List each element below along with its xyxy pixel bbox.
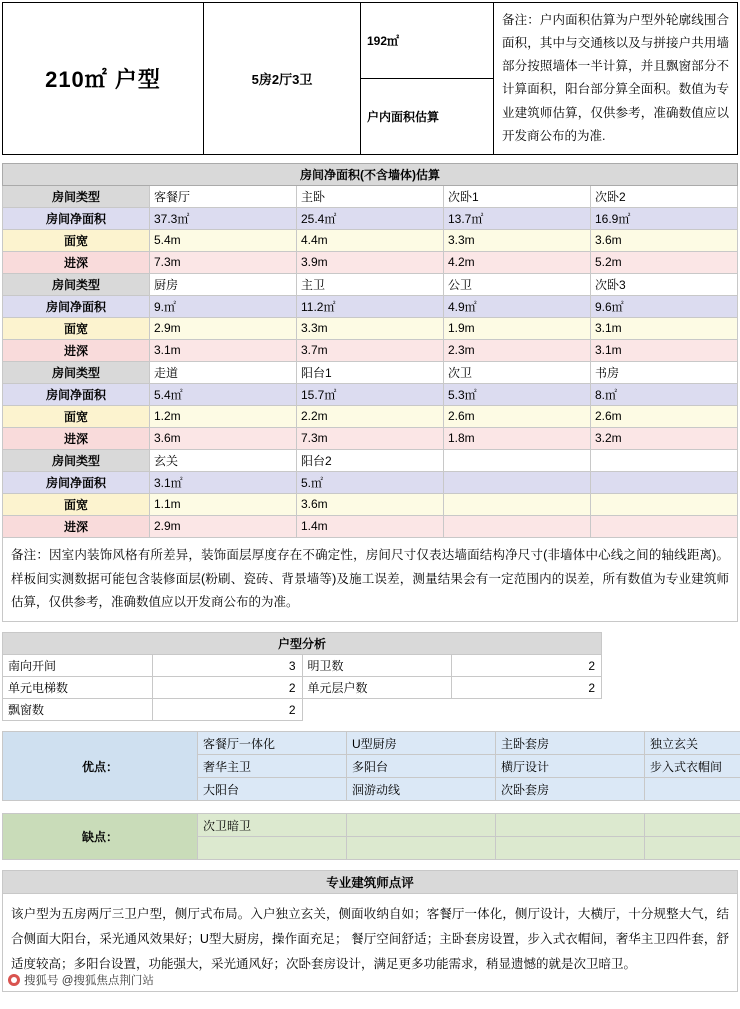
row-label-type: 房间类型 bbox=[3, 273, 150, 295]
table-row bbox=[3, 361, 738, 383]
room-count: 5房2厅3卫 bbox=[204, 3, 361, 155]
room-depth: 3.2m bbox=[591, 427, 738, 449]
room-area: 37.3㎡ bbox=[150, 207, 297, 229]
room-area: 5.㎡ bbox=[297, 471, 444, 493]
room-type: 阳台2 bbox=[297, 449, 444, 471]
room-type: 玄关 bbox=[150, 449, 297, 471]
row-label-area: 房间净面积 bbox=[3, 383, 150, 405]
table-row bbox=[3, 339, 738, 361]
room-area: 9.㎡ bbox=[150, 295, 297, 317]
cons-item bbox=[347, 837, 496, 860]
cons-item bbox=[645, 837, 740, 860]
room-type: 次卧1 bbox=[444, 185, 591, 207]
table-row bbox=[3, 295, 738, 317]
room-type bbox=[591, 449, 738, 471]
net-area-section bbox=[2, 163, 738, 622]
pros-item bbox=[645, 778, 740, 801]
pros-item: 独立玄关 bbox=[645, 732, 740, 755]
table-row bbox=[3, 251, 738, 273]
analysis-key: 明卫数 bbox=[302, 655, 452, 677]
room-depth: 1.8m bbox=[444, 427, 591, 449]
net-area-title: 房间净面积(不含墙体)估算 bbox=[3, 163, 738, 185]
pros-item: 多阳台 bbox=[347, 755, 496, 778]
room-type: 主卫 bbox=[297, 273, 444, 295]
pros-section bbox=[2, 731, 738, 801]
net-area-note: 备注：因室内装饰风格有所差异，装饰面层厚度存在不确定性，房间尺寸仅表达墙面结构净尺寸(非墙体中心线之间的轴线距离)。样板间实测数据可能包含装修面层(粉刷、瓷砖、背景墙等)及施工误差，测量结果会有一定范围内的误差，所有数值为专业建筑师估算，仅供参考，准确数值应以开发商公布的为准。 bbox=[2, 538, 738, 622]
watermark-text: 搜狐号 @搜狐焦点荆门站 bbox=[24, 975, 154, 987]
room-depth: 3.7m bbox=[297, 339, 444, 361]
room-width: 1.9m bbox=[444, 317, 591, 339]
room-width: 1.2m bbox=[150, 405, 297, 427]
room-area: 13.7㎡ bbox=[444, 207, 591, 229]
cons-table bbox=[2, 813, 740, 860]
cons-section bbox=[2, 813, 738, 860]
row-label-area: 房间净面积 bbox=[3, 471, 150, 493]
table-row bbox=[3, 185, 738, 207]
table-row bbox=[3, 732, 740, 755]
indoor-area-label: 户内面积估算 bbox=[361, 78, 494, 154]
empty-cell bbox=[302, 699, 452, 721]
room-width: 2.9m bbox=[150, 317, 297, 339]
table-row bbox=[3, 699, 602, 721]
indoor-area-value: 192㎡ bbox=[361, 3, 494, 79]
room-depth: 3.9m bbox=[297, 251, 444, 273]
table-row bbox=[3, 229, 738, 251]
table-row bbox=[3, 449, 738, 471]
analysis-value: 2 bbox=[452, 677, 602, 699]
analysis-value: 2 bbox=[452, 655, 602, 677]
room-area: 15.7㎡ bbox=[297, 383, 444, 405]
room-depth: 2.3m bbox=[444, 339, 591, 361]
room-depth: 3.1m bbox=[591, 339, 738, 361]
cons-item bbox=[496, 837, 645, 860]
cons-item bbox=[496, 814, 645, 837]
room-width: 5.4m bbox=[150, 229, 297, 251]
sohu-logo-icon bbox=[8, 974, 20, 986]
table-row bbox=[3, 493, 738, 515]
room-type: 书房 bbox=[591, 361, 738, 383]
room-type: 客餐厅 bbox=[150, 185, 297, 207]
table-row bbox=[3, 471, 738, 493]
room-width: 4.4m bbox=[297, 229, 444, 251]
room-width: 2.2m bbox=[297, 405, 444, 427]
analysis-value: 2 bbox=[152, 699, 302, 721]
pros-item: 主卧套房 bbox=[496, 732, 645, 755]
table-row bbox=[3, 677, 602, 699]
cons-item: 次卫暗卫 bbox=[198, 814, 347, 837]
analysis-value: 3 bbox=[152, 655, 302, 677]
room-depth: 3.6m bbox=[150, 427, 297, 449]
row-label-depth: 进深 bbox=[3, 339, 150, 361]
room-depth: 5.2m bbox=[591, 251, 738, 273]
table-row bbox=[3, 273, 738, 295]
section-spacer bbox=[0, 801, 740, 809]
row-label-depth: 进深 bbox=[3, 427, 150, 449]
row-label-width: 面宽 bbox=[3, 493, 150, 515]
analysis-key: 南向开间 bbox=[3, 655, 153, 677]
room-width: 2.6m bbox=[444, 405, 591, 427]
room-area: 9.6㎡ bbox=[591, 295, 738, 317]
pros-item: U型厨房 bbox=[347, 732, 496, 755]
row-label-area: 房间净面积 bbox=[3, 295, 150, 317]
room-area: 16.9㎡ bbox=[591, 207, 738, 229]
room-type: 次卧2 bbox=[591, 185, 738, 207]
room-area: 5.3㎡ bbox=[444, 383, 591, 405]
table-row bbox=[3, 655, 602, 677]
row-label-type: 房间类型 bbox=[3, 361, 150, 383]
room-depth: 4.2m bbox=[444, 251, 591, 273]
room-depth: 2.9m bbox=[150, 515, 297, 537]
room-depth: 7.3m bbox=[150, 251, 297, 273]
analysis-key: 飘窗数 bbox=[3, 699, 153, 721]
room-area: 3.1㎡ bbox=[150, 471, 297, 493]
pros-label: 优点： bbox=[3, 732, 198, 801]
row-label-type: 房间类型 bbox=[3, 185, 150, 207]
pros-item: 客餐厅一体化 bbox=[198, 732, 347, 755]
room-depth: 1.4m bbox=[297, 515, 444, 537]
analysis-section bbox=[2, 632, 738, 721]
room-area: 5.4㎡ bbox=[150, 383, 297, 405]
pros-item: 横厅设计 bbox=[496, 755, 645, 778]
header-remark: 备注：户内面积估算为户型外轮廓线围合面积，其中与交通核以及与拼接户共用墙部分按照墙体一半计算，并且飘窗部分不计算面积，阳台部分算全面积。数值为专业建筑师估算，仅供参考，准确数值应以开发商公布的为准. bbox=[494, 3, 738, 155]
analysis-key: 单元层户数 bbox=[302, 677, 452, 699]
row-label-width: 面宽 bbox=[3, 405, 150, 427]
room-width: 3.3m bbox=[444, 229, 591, 251]
room-type bbox=[444, 449, 591, 471]
room-area: 4.9㎡ bbox=[444, 295, 591, 317]
empty-cell bbox=[452, 699, 602, 721]
room-type: 厨房 bbox=[150, 273, 297, 295]
row-label-depth: 进深 bbox=[3, 251, 150, 273]
room-width: 3.1m bbox=[591, 317, 738, 339]
row-label-type: 房间类型 bbox=[3, 449, 150, 471]
watermark bbox=[8, 972, 154, 988]
pros-item: 洄游动线 bbox=[347, 778, 496, 801]
analysis-title: 户型分析 bbox=[3, 633, 602, 655]
room-type: 阳台1 bbox=[297, 361, 444, 383]
analysis-value: 2 bbox=[152, 677, 302, 699]
room-depth bbox=[591, 515, 738, 537]
table-row bbox=[3, 427, 738, 449]
pros-item: 奢华主卫 bbox=[198, 755, 347, 778]
table-row bbox=[3, 317, 738, 339]
room-type: 次卧3 bbox=[591, 273, 738, 295]
housing-spec-sheet bbox=[0, 2, 740, 992]
room-type: 次卫 bbox=[444, 361, 591, 383]
analysis-table bbox=[2, 632, 602, 721]
room-area bbox=[591, 471, 738, 493]
row-label-depth: 进深 bbox=[3, 515, 150, 537]
room-width: 3.6m bbox=[297, 493, 444, 515]
room-area: 11.2㎡ bbox=[297, 295, 444, 317]
cons-item bbox=[347, 814, 496, 837]
table-row bbox=[3, 405, 738, 427]
unit-type-title: 210㎡ 户型 bbox=[3, 3, 204, 155]
room-width: 1.1m bbox=[150, 493, 297, 515]
room-width: 3.6m bbox=[591, 229, 738, 251]
room-type: 主卧 bbox=[297, 185, 444, 207]
room-width bbox=[591, 493, 738, 515]
row-label-width: 面宽 bbox=[3, 317, 150, 339]
row-label-width: 面宽 bbox=[3, 229, 150, 251]
room-width bbox=[444, 493, 591, 515]
room-area: 8.㎡ bbox=[591, 383, 738, 405]
room-type: 走道 bbox=[150, 361, 297, 383]
net-area-table bbox=[2, 163, 738, 538]
room-area: 25.4㎡ bbox=[297, 207, 444, 229]
room-depth bbox=[444, 515, 591, 537]
room-depth: 7.3m bbox=[297, 427, 444, 449]
row-label-area: 房间净面积 bbox=[3, 207, 150, 229]
room-area bbox=[444, 471, 591, 493]
table-row bbox=[3, 383, 738, 405]
cons-item bbox=[198, 837, 347, 860]
pros-item: 次卧套房 bbox=[496, 778, 645, 801]
cons-label: 缺点： bbox=[3, 814, 198, 860]
table-row bbox=[3, 814, 740, 837]
pros-table bbox=[2, 731, 740, 801]
review-title: 专业建筑师点评 bbox=[3, 871, 738, 894]
table-row bbox=[3, 207, 738, 229]
analysis-key: 单元电梯数 bbox=[3, 677, 153, 699]
pros-item: 步入式衣帽间 bbox=[645, 755, 740, 778]
review-text: 该户型为五房两厅三卫户型，侧厅式布局。入户独立玄关，侧面收纳自如；客餐厅一体化，侧厅设计，大横厅，十分规整大气，结合侧面大阳台，采光通风效果好；U型大厨房，操作面充足； 餐厅空间舒适；主卧套房设置，步入式衣帽间，奢华主卫四件套，舒适度较高；多阳台设置，功能强大，采光通风好；次卧套房设计，满足更多功能需求，稍显遗憾的就是次卫暗卫。 bbox=[3, 894, 738, 992]
pros-item: 大阳台 bbox=[198, 778, 347, 801]
room-width: 2.6m bbox=[591, 405, 738, 427]
room-depth: 3.1m bbox=[150, 339, 297, 361]
header-table bbox=[2, 2, 738, 155]
room-type: 公卫 bbox=[444, 273, 591, 295]
table-row bbox=[3, 515, 738, 537]
room-width: 3.3m bbox=[297, 317, 444, 339]
cons-item bbox=[645, 814, 740, 837]
